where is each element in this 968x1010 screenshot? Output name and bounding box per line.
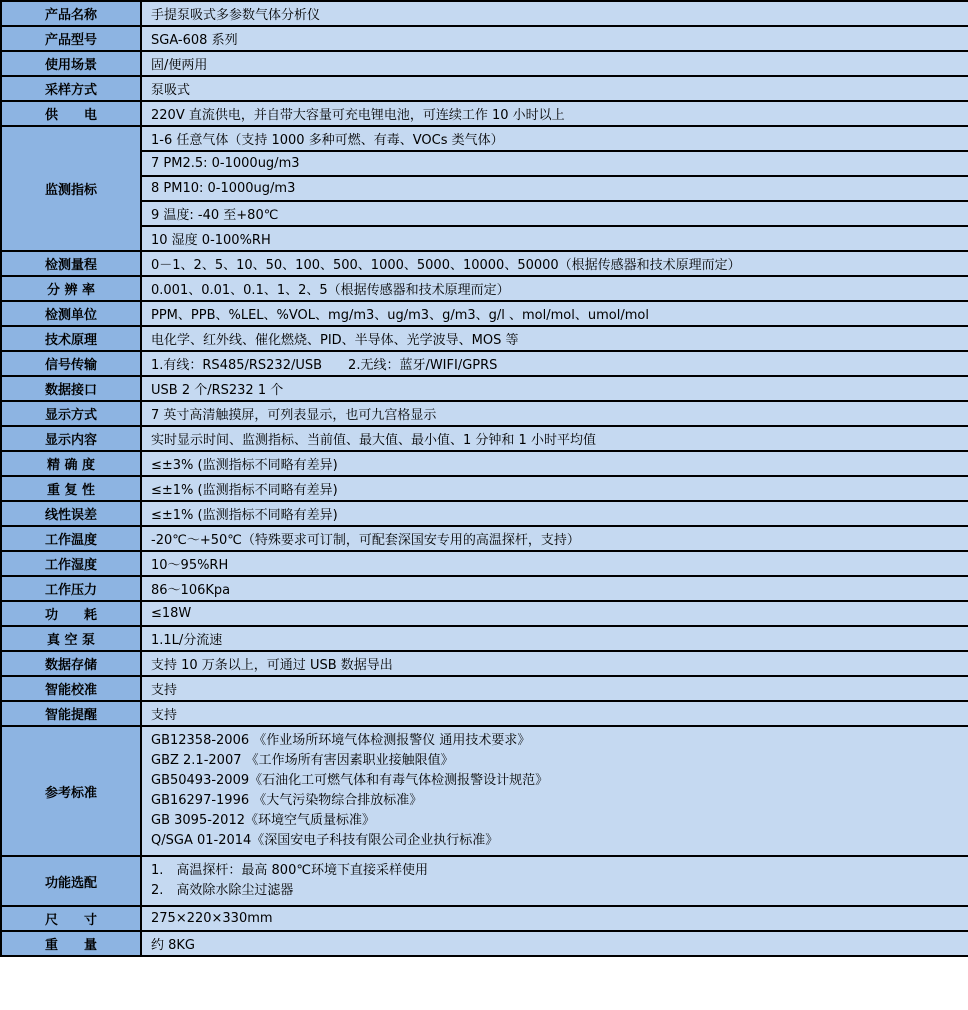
row-label-power-consumption: 功 耗 — [1, 601, 141, 626]
table-row — [1, 676, 968, 701]
table-row — [1, 701, 968, 726]
row-value-technical-principle: 电化学、红外线、催化燃烧、PID、半导体、光学波导、MOS 等 — [141, 326, 968, 351]
table-row — [1, 351, 968, 376]
table-row — [1, 76, 968, 101]
row-value-monitoring-indicator-4: 9 温度: -40 至+80℃ — [141, 201, 968, 226]
row-value-signal-transmission: 1.有线：RS485/RS232/USB 2.无线：蓝牙/WIFI/GPRS — [141, 351, 968, 376]
row-value-display-mode: 7 英寸高清触摸屏，可列表显示，也可九宫格显示 — [141, 401, 968, 426]
row-label-signal-transmission: 信号传输 — [1, 351, 141, 376]
row-label-usage-scenario: 使用场景 — [1, 51, 141, 76]
table-row — [1, 151, 968, 176]
table-row — [1, 526, 968, 551]
row-value-sampling-method: 泵吸式 — [141, 76, 968, 101]
reference-standard-item: GB 3095-2012《环境空气质量标准》 — [151, 813, 375, 828]
table-row — [1, 201, 968, 226]
row-label-data-storage: 数据存储 — [1, 651, 141, 676]
table-row — [1, 226, 968, 251]
row-label-weight: 重 量 — [1, 931, 141, 956]
row-value-repeatability: ≤±1% (监测指标不同略有差异) — [141, 476, 968, 501]
table-row — [1, 401, 968, 426]
row-value-detection-unit: PPM、PPB、%LEL、%VOL、mg/m3、ug/m3、g/m3、g/l 、mol/mol、umol/mol — [141, 301, 968, 326]
row-value-monitoring-indicator-2: 7 PM2.5: 0-1000ug/m3 — [141, 151, 968, 176]
table-row — [1, 301, 968, 326]
table-row — [1, 576, 968, 601]
row-value-monitoring-indicator-1: 1-6 任意气体（支持 1000 多种可燃、有毒、VOCs 类气体） — [141, 126, 968, 151]
row-label-working-humidity: 工作湿度 — [1, 551, 141, 576]
row-label-working-pressure: 工作压力 — [1, 576, 141, 601]
table-row — [1, 856, 968, 906]
row-value-display-content: 实时显示时间、监测指标、当前值、最大值、最小值、1 分钟和 1 小时平均值 — [141, 426, 968, 451]
reference-standard-item: GB16297-1996 《大气污染物综合排放标准》 — [151, 793, 423, 808]
row-value-optional-features — [141, 856, 968, 906]
row-value-usage-scenario: 固/便两用 — [141, 51, 968, 76]
reference-standard-item: Q/SGA 01-2014《深国安电子科技有限公司企业执行标准》 — [151, 833, 499, 848]
optional-feature-item: 1. 高温探杆：最高 800℃环境下直接采样使用 — [151, 863, 428, 878]
table-row — [1, 931, 968, 956]
row-label-working-temperature: 工作温度 — [1, 526, 141, 551]
row-value-resolution: 0.001、0.01、0.1、1、2、5（根据传感器和技术原理而定） — [141, 276, 968, 301]
table-row — [1, 376, 968, 401]
table-row — [1, 51, 968, 76]
row-label-dimensions: 尺 寸 — [1, 906, 141, 931]
row-value-working-pressure: 86～106Kpa — [141, 576, 968, 601]
table-row — [1, 126, 968, 151]
row-label-detection-unit: 检测单位 — [1, 301, 141, 326]
table-row — [1, 276, 968, 301]
table-row — [1, 726, 968, 856]
row-value-reference-standards — [141, 726, 968, 856]
row-value-monitoring-indicator-3: 8 PM10: 0-1000ug/m3 — [141, 176, 968, 201]
row-value-dimensions: 275×220×330mm — [141, 906, 968, 931]
row-label-detection-range: 检测量程 — [1, 251, 141, 276]
row-value-detection-range: 0－1、2、5、10、50、100、500、1000、5000、10000、50000（根据传感器和技术原理而定） — [141, 251, 968, 276]
row-label-monitoring-indicators: 监测指标 — [1, 126, 141, 251]
table-row — [1, 251, 968, 276]
reference-standard-item: GB12358-2006 《作业场所环境气体检测报警仪 通用技术要求》 — [151, 733, 531, 748]
table-row — [1, 26, 968, 51]
table-row — [1, 651, 968, 676]
table-row — [1, 551, 968, 576]
row-value-data-interface: USB 2 个/RS232 1 个 — [141, 376, 968, 401]
row-label-display-content: 显示内容 — [1, 426, 141, 451]
row-label-display-mode: 显示方式 — [1, 401, 141, 426]
row-label-reference-standards: 参考标准 — [1, 726, 141, 856]
table-row — [1, 326, 968, 351]
row-value-weight: 约 8KG — [141, 931, 968, 956]
row-label-resolution: 分 辨 率 — [1, 276, 141, 301]
table-row — [1, 601, 968, 626]
row-value-working-humidity: 10～95%RH — [141, 551, 968, 576]
row-value-product-model: SGA-608 系列 — [141, 26, 968, 51]
reference-standard-item: GBZ 2.1-2007 《工作场所有害因素职业接触限值》 — [151, 753, 454, 768]
row-label-data-interface: 数据接口 — [1, 376, 141, 401]
row-label-repeatability: 重 复 性 — [1, 476, 141, 501]
row-label-product-name: 产品名称 — [1, 1, 141, 26]
row-label-smart-reminder: 智能提醒 — [1, 701, 141, 726]
row-label-sampling-method: 采样方式 — [1, 76, 141, 101]
table-row — [1, 626, 968, 651]
table-row — [1, 501, 968, 526]
row-value-monitoring-indicator-5: 10 湿度 0-100%RH — [141, 226, 968, 251]
row-label-technical-principle: 技术原理 — [1, 326, 141, 351]
row-value-vacuum-pump: 1.1L/分流速 — [141, 626, 968, 651]
row-label-vacuum-pump: 真 空 泵 — [1, 626, 141, 651]
table-row — [1, 101, 968, 126]
reference-standard-item: GB50493-2009《石油化工可燃气体和有毒气体检测报警设计规范》 — [151, 773, 549, 788]
row-label-optional-features: 功能选配 — [1, 856, 141, 906]
table-row — [1, 476, 968, 501]
row-value-power-consumption: ≤18W — [141, 601, 968, 626]
table-row — [1, 906, 968, 931]
row-value-accuracy: ≤±3% (监测指标不同略有差异) — [141, 451, 968, 476]
row-value-data-storage: 支持 10 万条以上，可通过 USB 数据导出 — [141, 651, 968, 676]
row-value-linearity-error: ≤±1% (监测指标不同略有差异) — [141, 501, 968, 526]
row-label-power-supply: 供 电 — [1, 101, 141, 126]
row-value-power-supply: 220V 直流供电，并自带大容量可充电锂电池，可连续工作 10 小时以上 — [141, 101, 968, 126]
row-value-working-temperature: -20℃～+50℃（特殊要求可订制，可配套深国安专用的高温探杆，支持） — [141, 526, 968, 551]
row-value-smart-reminder: 支持 — [141, 701, 968, 726]
row-label-smart-calibration: 智能校准 — [1, 676, 141, 701]
table-row — [1, 451, 968, 476]
row-label-accuracy: 精 确 度 — [1, 451, 141, 476]
row-value-smart-calibration: 支持 — [141, 676, 968, 701]
table-row — [1, 426, 968, 451]
table-row — [1, 1, 968, 26]
row-value-product-name: 手提泵吸式多参数气体分析仪 — [141, 1, 968, 26]
row-label-product-model: 产品型号 — [1, 26, 141, 51]
row-label-linearity-error: 线性误差 — [1, 501, 141, 526]
optional-feature-item: 2. 高效除水除尘过滤器 — [151, 883, 294, 898]
table-row — [1, 176, 968, 201]
